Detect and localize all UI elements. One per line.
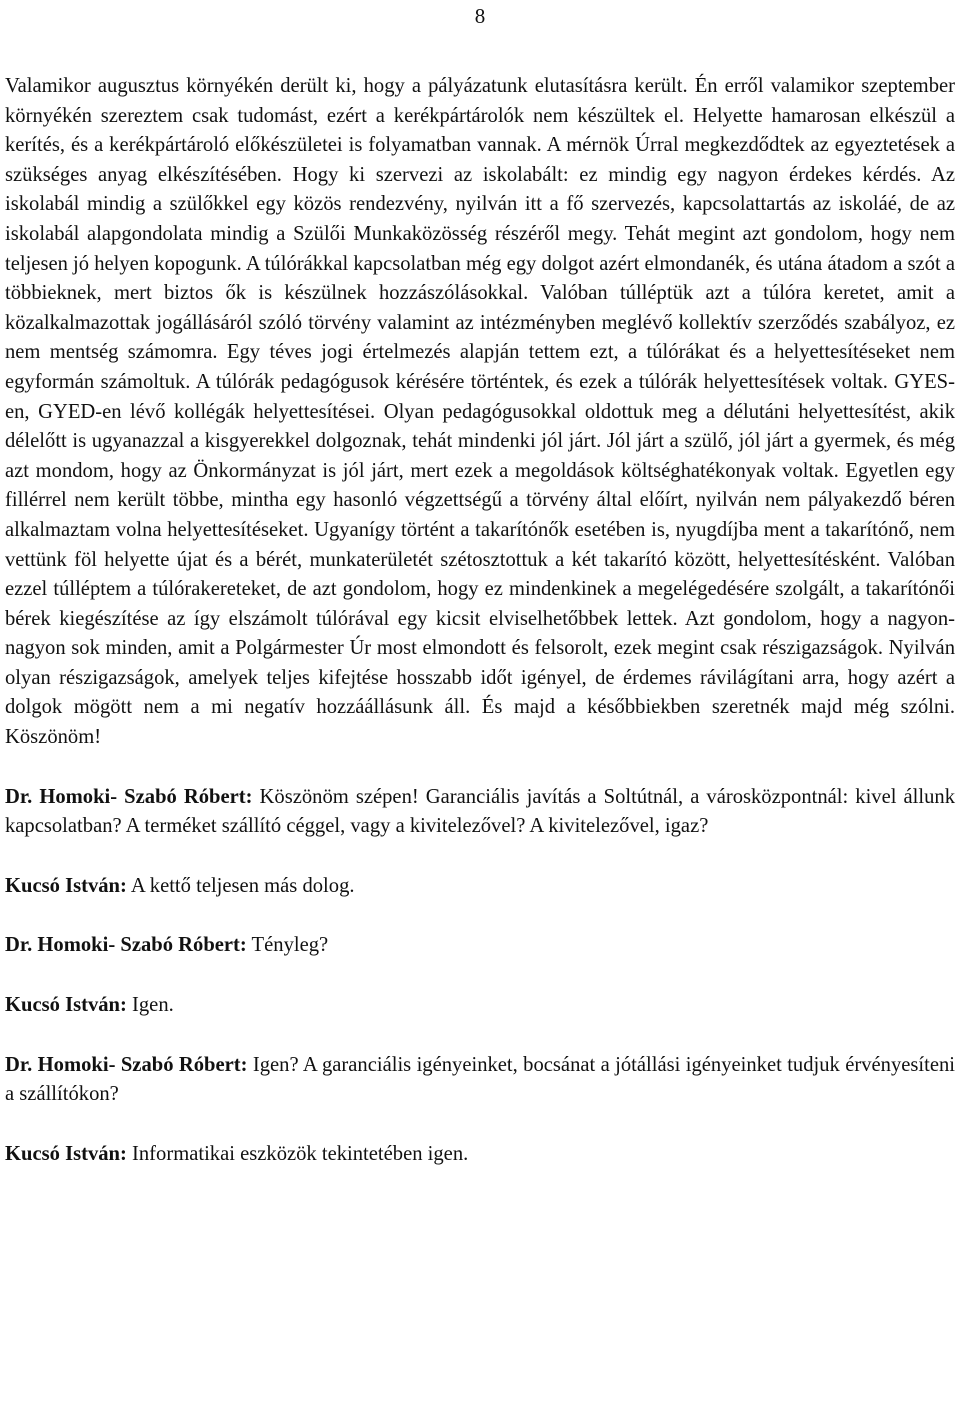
speech-text: Tényleg? xyxy=(246,934,329,957)
dialogue-paragraph xyxy=(5,931,955,961)
speaker-name: Dr. Homoki- Szabó Róbert: xyxy=(5,1053,248,1076)
paragraph-gap xyxy=(5,1021,955,1051)
dialogue-paragraph xyxy=(5,783,955,842)
speech-text: Informatikai eszközök tekintetében igen. xyxy=(126,1142,469,1165)
dialogue-paragraph xyxy=(5,1140,955,1170)
speaker-name: Dr. Homoki- Szabó Róbert: xyxy=(5,785,253,808)
speech-text: Köszönöm szépen! Garanciális javítás a Soltútnál, a városközpontnál: kivel állunk kapcsolatban? A terméket szállító céggel, vagy a kivitelezővel? A kivitelezővel, igaz? xyxy=(5,785,955,838)
paragraph-gap xyxy=(5,901,955,931)
paragraph-gap xyxy=(5,961,955,991)
page-number: 8 xyxy=(474,4,486,28)
dialogue-paragraph xyxy=(5,1051,955,1110)
speaker-name: Kucsó István: xyxy=(5,994,127,1017)
paragraph xyxy=(5,72,955,753)
speech-text: Igen? A garanciális igényeinket, bocsánat a jótállási igényeinket tudjuk érvényesíteni a szállítókon? xyxy=(5,1053,955,1106)
speaker-name: Dr. Homoki- Szabó Róbert: xyxy=(5,934,247,957)
speech-text: A kettő teljesen más dolog. xyxy=(126,874,355,897)
speaker-name: Kucsó István: xyxy=(5,874,127,897)
paragraph-gap xyxy=(5,1110,955,1140)
document-body xyxy=(5,72,955,1169)
paragraph-gap xyxy=(5,753,955,783)
paragraph-gap xyxy=(5,842,955,872)
dialogue-paragraph xyxy=(5,872,955,902)
speech-text: Igen. xyxy=(126,994,174,1017)
speaker-name: Kucsó István: xyxy=(5,1142,127,1165)
paragraph-text: Valamikor augusztus környékén derült ki, hogy a pályázatunk elutasításra került. Én erről valamikor szeptember környékén szereztem csak tudomást, ezért a kerékpártárolók nem készültek el. Helyette hamarosan elkészül a kerítés, és a kerékpártároló előkészületei is folyamatban vannak. A mérnök Úrral megkezdődtek az egyeztetések a szükséges anyag elkészítésében. Hogy ki szervezi az iskolabált: ez mindig egy nagyon érdekes kérdés. Az iskolabál mindig a szülőkkel egy közös rendezvény, nyilván itt a fő szervezés, kapcsolattartás az iskoláé, de az iskolabál alapgondolata mindig a Szülői Munkaközösség részéről megy. Tehát megint azt gondolom, hogy nem teljesen jó helyen kopogunk. A túlórákkal kapcsolatban még egy dolgot azért elmondanék, és utána átadom a szót a többieknek, mert biztos ők is készülnek hozzászólásokkal. Valóban túlléptük azt a túlóra keretet, amit a közalkalmazottak jogállásáról szóló törvény valamint az intézményben meglévő kollektív szerződés szabályoz, ez nem mentség számomra. Egy téves jogi értelmezés alapján tettem ezt, a túlórákat és a helyettesítéseket nem egyformán számoltuk. A túlórák pedagógusok kérésére történtek, és ezek a túlórák helyettesítések voltak. GYES-en, GYED-en lévő kollégák helyettesítései. Olyan pedagógusokkal oldottuk meg a délutáni helyettesítést, akik délelőtt is ugyanazzal a kisgyerekkel dolgoznak, tehát mindenki jól járt. Jól járt a szülő, jól járt a gyermek, és még azt mondom, hogy az Önkormányzat is jól járt, mert ezek a megoldások költséghatékonyak voltak. Egyetlen egy fillérrel nem került többe, mintha egy hasonló végzettségű a törvény által előírt, nyilván nem pályakezdő béren alkalmaztam volna helyettesítéseket. Ugyanígy történt a takarítónők esetében is, nyugdíjba ment a takarítónő, nem vettünk föl helyette újat és a bérét, munkaterületét szétosztottuk a két takarító között, helyettesítésként. Valóban ezzel túlléptem a túlórakereteket, de azt gondolom, hogy ez mindenkinek a megelégedésére szolgált, a takarítónői bérek kiegészítése az így elszámolt túlórával egy kicsit elviselhetőbbek lettek. Azt gondolom, hogy a nagyon-nagyon sok minden, amit a Polgármester Úr most elmondott és felsorolt, ezek megint csak részigazságok. Nyilván olyan részigazságok, amelyek teljes kifejtése hosszabb időt igényel, de érdemes rávilágítani arra, hogy azért a dolgok mögött nem a mi negatív hozzáállásunk áll. És majd a későbbiekben szeretnék majd még szólni. Köszönöm! xyxy=(5,75,955,749)
dialogue-paragraph xyxy=(5,991,955,1021)
